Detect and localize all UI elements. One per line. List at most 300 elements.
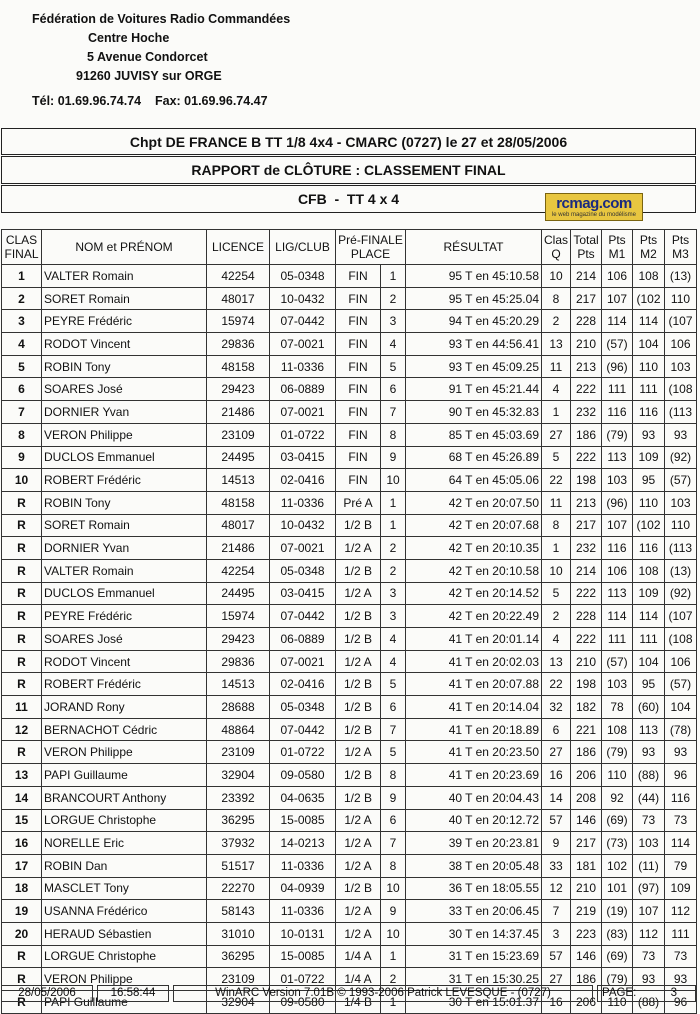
cell-club: 11-0336 <box>270 491 336 514</box>
cell-clas-final: 6 <box>2 378 42 401</box>
cell-place: 5 <box>381 741 406 764</box>
cell-prefinale: 1/2 A <box>336 537 381 560</box>
cell-name: VALTER Romain <box>42 265 207 288</box>
page-footer <box>1 985 696 1002</box>
cell-pts-m3: 111 <box>665 922 697 945</box>
cell-name: VERON Philippe <box>42 968 207 991</box>
cell-result: 40 T en 20:04.43 <box>406 786 542 809</box>
cell-place: 8 <box>381 423 406 446</box>
cell-name: PEYRE Frédéric <box>42 605 207 628</box>
logo-tagline: le web magazine du modélisme <box>551 211 637 218</box>
cell-prefinale: 1/2 B <box>336 514 381 537</box>
cell-result: 39 T en 20:23.81 <box>406 832 542 855</box>
cell-licence: 21486 <box>207 537 270 560</box>
cell-clas-q: 57 <box>542 809 571 832</box>
cell-clas-final: 13 <box>2 764 42 787</box>
table-row <box>2 423 697 446</box>
cell-result: 41 T en 20:18.89 <box>406 718 542 741</box>
cell-pts-m1: 110 <box>602 764 633 787</box>
cell-pts-m3: (13) <box>665 265 697 288</box>
cell-total-pts: 186 <box>571 741 602 764</box>
cell-place: 1 <box>381 491 406 514</box>
cell-club: 10-0432 <box>270 514 336 537</box>
cell-total-pts: 208 <box>571 786 602 809</box>
cell-clas-q: 33 <box>542 854 571 877</box>
cell-licence: 48864 <box>207 718 270 741</box>
cell-club: 09-0580 <box>270 764 336 787</box>
cell-pts-m1: (83) <box>602 922 633 945</box>
cell-result: 42 T en 20:22.49 <box>406 605 542 628</box>
table-row <box>2 809 697 832</box>
cell-clas-final: R <box>2 673 42 696</box>
table-row <box>2 333 697 356</box>
cell-total-pts: 146 <box>571 945 602 968</box>
table-row <box>2 922 697 945</box>
table-row <box>2 401 697 424</box>
cell-pts-m3: 106 <box>665 650 697 673</box>
cell-result: 41 T en 20:14.04 <box>406 696 542 719</box>
cell-clas-final: 5 <box>2 355 42 378</box>
cell-clas-q: 11 <box>542 355 571 378</box>
cell-place: 9 <box>381 786 406 809</box>
cell-name: MASCLET Tony <box>42 877 207 900</box>
col-clas-q: Clas Q <box>542 230 571 265</box>
cell-pts-m1: 108 <box>602 718 633 741</box>
cell-total-pts: 217 <box>571 832 602 855</box>
cell-clas-final: R <box>2 605 42 628</box>
cell-pts-m2: (60) <box>633 696 665 719</box>
cell-place: 1 <box>381 514 406 537</box>
cell-pts-m2: 95 <box>633 673 665 696</box>
cell-prefinale: 1/4 B <box>336 991 381 1014</box>
cell-pts-m3: (92) <box>665 446 697 469</box>
cell-pts-m2: 73 <box>633 945 665 968</box>
logo-text: rcmag.com <box>556 194 632 212</box>
cell-place: 4 <box>381 650 406 673</box>
cell-pts-m3: 93 <box>665 423 697 446</box>
cell-clas-final: R <box>2 968 42 991</box>
col-pts-m1: Pts M1 <box>602 230 633 265</box>
cell-prefinale: 1/2 A <box>336 922 381 945</box>
cell-pts-m3: 73 <box>665 945 697 968</box>
cell-club: 06-0889 <box>270 628 336 651</box>
cell-clas-q: 8 <box>542 514 571 537</box>
cell-pts-m1: 114 <box>602 310 633 333</box>
cell-prefinale: FIN <box>336 469 381 492</box>
cell-pts-m2: 116 <box>633 401 665 424</box>
cell-clas-q: 32 <box>542 696 571 719</box>
page-number: 3 <box>670 987 677 999</box>
table-header <box>2 230 697 265</box>
col-pts-m3: Pts M3 <box>665 230 697 265</box>
cell-result: 41 T en 20:01.14 <box>406 628 542 651</box>
cell-prefinale: 1/2 B <box>336 718 381 741</box>
cell-club: 02-0416 <box>270 469 336 492</box>
cell-club: 02-0416 <box>270 673 336 696</box>
cell-clas-q: 27 <box>542 423 571 446</box>
cell-place: 10 <box>381 922 406 945</box>
cell-pts-m3: (113 <box>665 401 697 424</box>
cell-clas-final: 9 <box>2 446 42 469</box>
cell-clas-q: 8 <box>542 287 571 310</box>
cell-place: 7 <box>381 401 406 424</box>
cell-name: PAPI Guillaume <box>42 764 207 787</box>
cell-clas-q: 22 <box>542 673 571 696</box>
cell-licence: 22270 <box>207 877 270 900</box>
cell-clas-q: 9 <box>542 832 571 855</box>
cell-clas-q: 12 <box>542 877 571 900</box>
cell-clas-final: 20 <box>2 922 42 945</box>
cell-total-pts: 186 <box>571 423 602 446</box>
cell-pts-m2: 108 <box>633 559 665 582</box>
cell-licence: 48017 <box>207 287 270 310</box>
cell-clas-final: R <box>2 491 42 514</box>
table-row <box>2 310 697 333</box>
cell-licence: 28688 <box>207 696 270 719</box>
cell-clas-q: 2 <box>542 605 571 628</box>
cell-pts-m3: 93 <box>665 741 697 764</box>
cell-licence: 48158 <box>207 355 270 378</box>
cell-pts-m2: 104 <box>633 333 665 356</box>
cell-result: 41 T en 20:23.69 <box>406 764 542 787</box>
cell-club: 10-0131 <box>270 922 336 945</box>
col-result: RÉSULTAT <box>406 230 542 265</box>
cell-total-pts: 210 <box>571 333 602 356</box>
cell-pts-m3: 93 <box>665 968 697 991</box>
cell-clas-q: 22 <box>542 469 571 492</box>
cell-result: 30 T en 14:37.45 <box>406 922 542 945</box>
cell-pts-m1: (57) <box>602 333 633 356</box>
cell-pts-m1: (69) <box>602 809 633 832</box>
cell-pts-m3: 116 <box>665 786 697 809</box>
cell-prefinale: 1/2 A <box>336 741 381 764</box>
cell-licence: 36295 <box>207 809 270 832</box>
cell-pts-m3: 104 <box>665 696 697 719</box>
cell-place: 2 <box>381 968 406 991</box>
cell-pts-m2: (88) <box>633 991 665 1014</box>
cell-clas-final: 8 <box>2 423 42 446</box>
cell-total-pts: 222 <box>571 582 602 605</box>
cell-clas-q: 7 <box>542 900 571 923</box>
cell-pts-m2: 110 <box>633 491 665 514</box>
results-body <box>2 265 697 1014</box>
cell-pts-m1: 101 <box>602 877 633 900</box>
report-subtitle: RAPPORT de CLÔTURE : CLASSEMENT FINAL <box>1 156 696 184</box>
cell-name: NORELLE Eric <box>42 832 207 855</box>
cell-club: 11-0336 <box>270 900 336 923</box>
cell-pts-m3: 112 <box>665 900 697 923</box>
table-row <box>2 628 697 651</box>
cell-prefinale: FIN <box>336 355 381 378</box>
city-address: 91260 JUVISY sur ORGE <box>76 69 222 83</box>
col-pts-m2: Pts M2 <box>633 230 665 265</box>
cell-club: 07-0442 <box>270 718 336 741</box>
cell-result: 41 T en 20:07.88 <box>406 673 542 696</box>
cell-club: 11-0336 <box>270 854 336 877</box>
cell-result: 41 T en 20:02.03 <box>406 650 542 673</box>
cell-place: 6 <box>381 809 406 832</box>
cell-name: DORNIER Yvan <box>42 537 207 560</box>
federation-header <box>32 10 290 111</box>
table-row <box>2 582 697 605</box>
cell-pts-m2: 109 <box>633 446 665 469</box>
page-label: PAGE: <box>602 987 637 999</box>
cell-prefinale: FIN <box>336 446 381 469</box>
footer-date: 28/05/2006 <box>1 985 93 1002</box>
cell-licence: 23109 <box>207 741 270 764</box>
cell-name: SORET Romain <box>42 514 207 537</box>
cell-clas-q: 5 <box>542 582 571 605</box>
cell-pts-m1: 114 <box>602 605 633 628</box>
cell-pts-m1: (19) <box>602 900 633 923</box>
cell-pts-m2: 114 <box>633 310 665 333</box>
cell-clas-q: 6 <box>542 718 571 741</box>
cell-pts-m3: (13) <box>665 559 697 582</box>
col-prefinale-place: Pré-FINALE PLACE <box>336 230 406 265</box>
cell-club: 15-0085 <box>270 809 336 832</box>
cell-result: 68 T en 45:26.89 <box>406 446 542 469</box>
cell-pts-m2: 110 <box>633 355 665 378</box>
cell-pts-m1: (79) <box>602 741 633 764</box>
cell-name: SORET Romain <box>42 287 207 310</box>
table-row <box>2 764 697 787</box>
cell-place: 3 <box>381 310 406 333</box>
cell-pts-m1: 106 <box>602 559 633 582</box>
cell-clas-final: R <box>2 514 42 537</box>
cell-clas-final: R <box>2 945 42 968</box>
cell-total-pts: 198 <box>571 673 602 696</box>
cell-pts-m3: 110 <box>665 514 697 537</box>
cell-club: 03-0415 <box>270 582 336 605</box>
cell-total-pts: 222 <box>571 378 602 401</box>
cell-place: 3 <box>381 605 406 628</box>
cell-total-pts: 210 <box>571 650 602 673</box>
cell-pts-m1: 113 <box>602 582 633 605</box>
cell-pts-m2: 93 <box>633 741 665 764</box>
cell-club: 07-0442 <box>270 310 336 333</box>
cell-pts-m1: 107 <box>602 514 633 537</box>
cell-pts-m1: 102 <box>602 854 633 877</box>
cell-pts-m1: 116 <box>602 401 633 424</box>
cell-licence: 32904 <box>207 991 270 1014</box>
cell-licence: 37932 <box>207 832 270 855</box>
cell-pts-m1: 103 <box>602 469 633 492</box>
cell-clas-q: 27 <box>542 968 571 991</box>
cell-prefinale: Pré A <box>336 491 381 514</box>
table-row <box>2 696 697 719</box>
cell-pts-m3: (78) <box>665 718 697 741</box>
cell-place: 1 <box>381 991 406 1014</box>
cell-pts-m2: 93 <box>633 423 665 446</box>
cell-name: SOARES José <box>42 628 207 651</box>
cell-club: 07-0021 <box>270 333 336 356</box>
cell-pts-m3: (92) <box>665 582 697 605</box>
results-table <box>1 229 697 1014</box>
cell-pts-m3: (113 <box>665 537 697 560</box>
cell-place: 6 <box>381 696 406 719</box>
cell-pts-m2: 109 <box>633 582 665 605</box>
table-row <box>2 854 697 877</box>
cell-clas-final: 18 <box>2 877 42 900</box>
cell-pts-m1: (96) <box>602 355 633 378</box>
cell-licence: 48158 <box>207 491 270 514</box>
cell-result: 64 T en 45:05.06 <box>406 469 542 492</box>
cell-club: 06-0889 <box>270 378 336 401</box>
cell-club: 07-0021 <box>270 650 336 673</box>
cell-clas-q: 5 <box>542 446 571 469</box>
cell-clas-final: 3 <box>2 310 42 333</box>
col-total-pts: Total Pts <box>571 230 602 265</box>
cell-clas-q: 4 <box>542 378 571 401</box>
cell-licence: 15974 <box>207 605 270 628</box>
cell-licence: 15974 <box>207 310 270 333</box>
cell-pts-m2: (88) <box>633 764 665 787</box>
cell-pts-m2: (44) <box>633 786 665 809</box>
cell-licence: 42254 <box>207 265 270 288</box>
cell-licence: 14513 <box>207 469 270 492</box>
cell-clas-q: 16 <box>542 991 571 1014</box>
cell-pts-m2: 108 <box>633 265 665 288</box>
cell-name: DUCLOS Emmanuel <box>42 582 207 605</box>
cell-place: 3 <box>381 582 406 605</box>
cell-total-pts: 213 <box>571 355 602 378</box>
cell-pts-m2: 107 <box>633 900 665 923</box>
cell-pts-m2: 95 <box>633 469 665 492</box>
cell-pts-m1: (57) <box>602 650 633 673</box>
cell-result: 33 T en 20:06.45 <box>406 900 542 923</box>
cell-clas-final: 4 <box>2 333 42 356</box>
cell-total-pts: 146 <box>571 809 602 832</box>
cell-licence: 36295 <box>207 945 270 968</box>
cell-club: 09-0580 <box>270 991 336 1014</box>
cell-prefinale: 1/2 A <box>336 900 381 923</box>
cell-result: 40 T en 20:12.72 <box>406 809 542 832</box>
cell-prefinale: 1/2 B <box>336 673 381 696</box>
table-row <box>2 469 697 492</box>
cell-total-pts: 181 <box>571 854 602 877</box>
table-row <box>2 265 697 288</box>
cell-result: 42 T en 20:10.35 <box>406 537 542 560</box>
cell-pts-m2: (102 <box>633 514 665 537</box>
cell-pts-m1: (96) <box>602 491 633 514</box>
cell-place: 7 <box>381 718 406 741</box>
cell-pts-m3: 109 <box>665 877 697 900</box>
cell-clas-final: R <box>2 537 42 560</box>
cell-clas-final: 10 <box>2 469 42 492</box>
cell-result: 42 T en 20:07.50 <box>406 491 542 514</box>
cell-place: 10 <box>381 469 406 492</box>
cell-place: 6 <box>381 378 406 401</box>
cell-name: SOARES José <box>42 378 207 401</box>
table-row <box>2 945 697 968</box>
cell-name: BERNACHOT Cédric <box>42 718 207 741</box>
cell-total-pts: 232 <box>571 401 602 424</box>
center-name: Centre Hoche <box>88 31 170 45</box>
cell-place: 4 <box>381 333 406 356</box>
cell-clas-q: 13 <box>542 650 571 673</box>
cell-name: HERAUD Sébastien <box>42 922 207 945</box>
col-name: NOM et PRÉNOM <box>42 230 207 265</box>
cell-place: 1 <box>381 265 406 288</box>
cell-result: 38 T en 20:05.48 <box>406 854 542 877</box>
cell-prefinale: FIN <box>336 287 381 310</box>
cell-pts-m1: 111 <box>602 628 633 651</box>
cell-result: 42 T en 20:14.52 <box>406 582 542 605</box>
cell-pts-m3: 114 <box>665 832 697 855</box>
cell-club: 05-0348 <box>270 696 336 719</box>
col-licence: LICENCE <box>207 230 270 265</box>
cell-result: 42 T en 20:07.68 <box>406 514 542 537</box>
cell-club: 04-0939 <box>270 877 336 900</box>
cell-name: DORNIER Yvan <box>42 401 207 424</box>
cell-total-pts: 206 <box>571 991 602 1014</box>
cell-licence: 58143 <box>207 900 270 923</box>
cell-place: 10 <box>381 877 406 900</box>
cell-pts-m2: (97) <box>633 877 665 900</box>
cell-prefinale: 1/2 B <box>336 559 381 582</box>
cell-licence: 14513 <box>207 673 270 696</box>
cell-pts-m3: 103 <box>665 355 697 378</box>
cell-name: USANNA Frédérico <box>42 900 207 923</box>
cell-pts-m2: 116 <box>633 537 665 560</box>
cell-pts-m1: 107 <box>602 287 633 310</box>
cell-club: 01-0722 <box>270 423 336 446</box>
cell-name: VALTER Romain <box>42 559 207 582</box>
cell-clas-final: 16 <box>2 832 42 855</box>
cell-clas-final: 7 <box>2 401 42 424</box>
cell-total-pts: 222 <box>571 628 602 651</box>
cell-prefinale: FIN <box>336 310 381 333</box>
cell-name: RODOT Vincent <box>42 650 207 673</box>
cell-clas-final: R <box>2 991 42 1014</box>
cell-prefinale: 1/2 A <box>336 854 381 877</box>
cell-name: JORAND Rony <box>42 696 207 719</box>
cell-clas-q: 4 <box>542 628 571 651</box>
cell-clas-final: 17 <box>2 854 42 877</box>
cell-prefinale: FIN <box>336 401 381 424</box>
cell-prefinale: 1/2 B <box>336 877 381 900</box>
cell-clas-q: 57 <box>542 945 571 968</box>
table-row <box>2 491 697 514</box>
cell-result: 93 T en 44:56.41 <box>406 333 542 356</box>
table-row <box>2 355 697 378</box>
cell-pts-m2: (102 <box>633 287 665 310</box>
cell-total-pts: 228 <box>571 310 602 333</box>
cell-total-pts: 219 <box>571 900 602 923</box>
cell-prefinale: FIN <box>336 378 381 401</box>
cell-pts-m3: 106 <box>665 333 697 356</box>
cell-clas-q: 10 <box>542 265 571 288</box>
cell-clas-final: 14 <box>2 786 42 809</box>
cell-pts-m3: 96 <box>665 991 697 1014</box>
cell-place: 9 <box>381 446 406 469</box>
cell-club: 11-0336 <box>270 355 336 378</box>
cell-pts-m1: 78 <box>602 696 633 719</box>
cell-name: LORGUE Christophe <box>42 945 207 968</box>
federation-name: Fédération de Voitures Radio Commandées <box>32 12 291 26</box>
cell-clas-q: 1 <box>542 537 571 560</box>
cell-club: 07-0021 <box>270 401 336 424</box>
cell-pts-m3: 103 <box>665 491 697 514</box>
cell-pts-m2: 112 <box>633 922 665 945</box>
table-row <box>2 514 697 537</box>
cell-clas-q: 3 <box>542 922 571 945</box>
cell-prefinale: 1/2 B <box>336 764 381 787</box>
cell-name: DUCLOS Emmanuel <box>42 446 207 469</box>
cell-club: 07-0442 <box>270 605 336 628</box>
cell-prefinale: 1/4 A <box>336 945 381 968</box>
cell-pts-m2: (11) <box>633 854 665 877</box>
